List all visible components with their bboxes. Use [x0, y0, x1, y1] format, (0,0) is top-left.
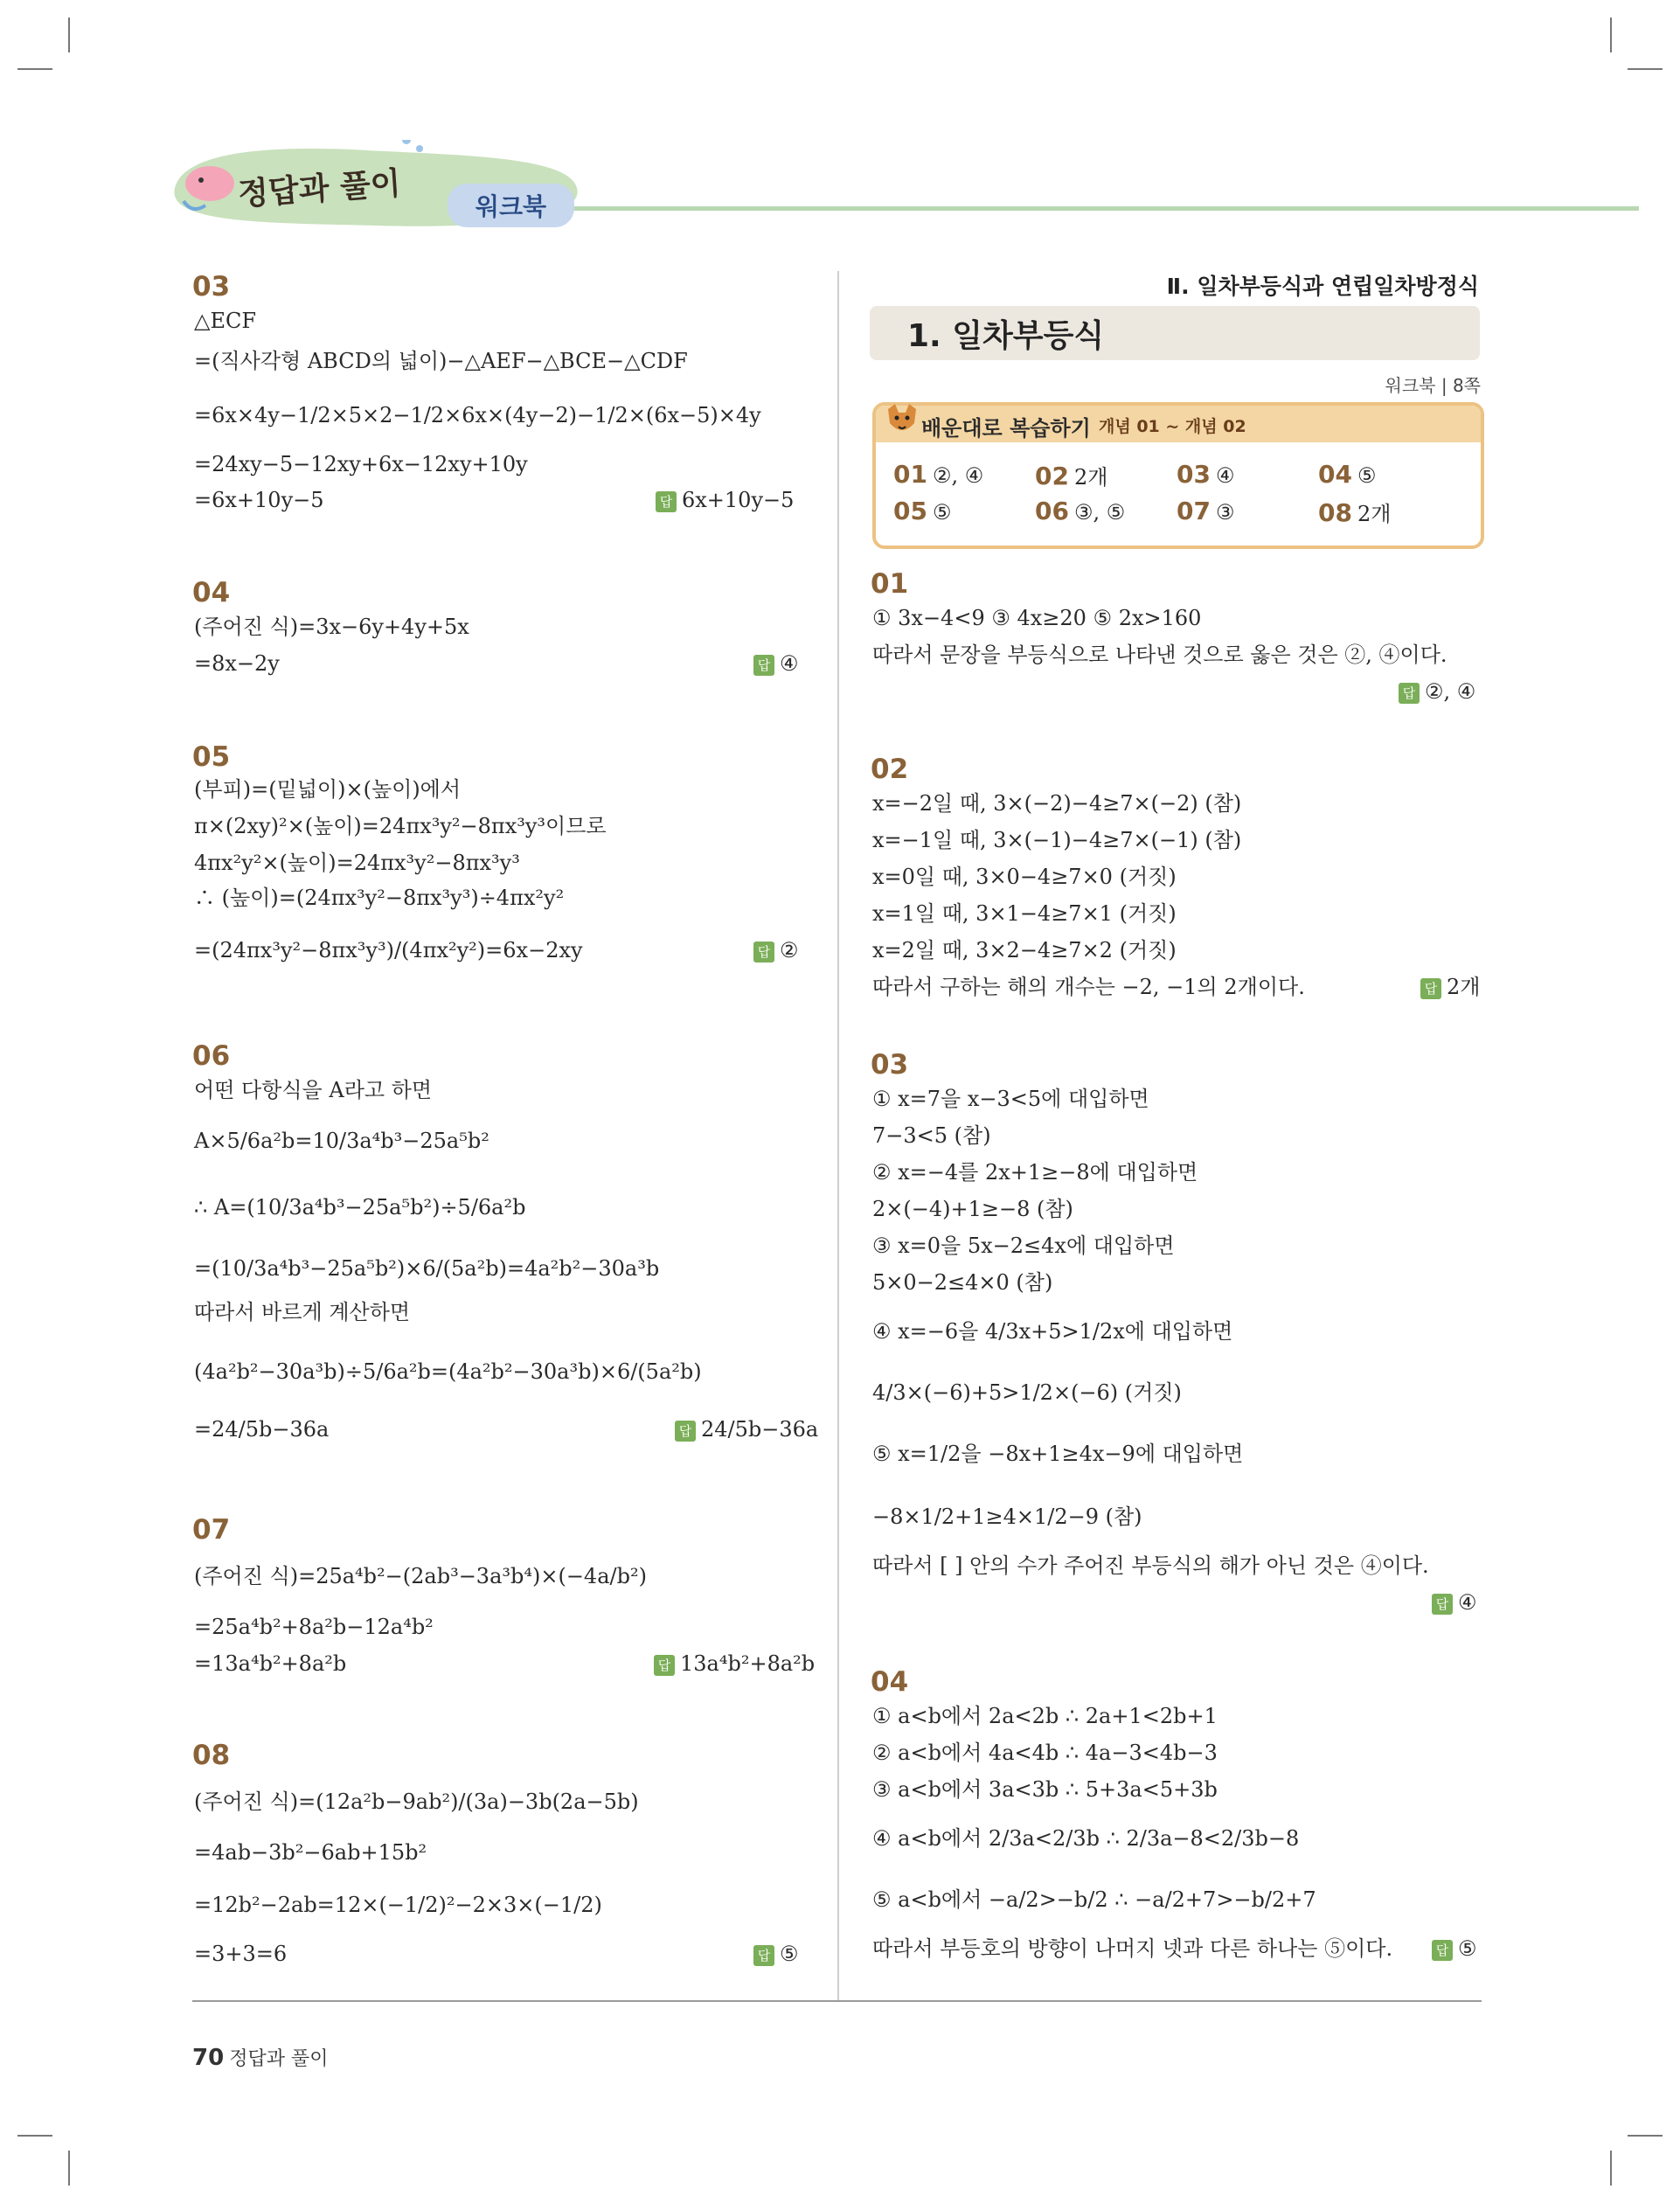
solution-line: =6x+10y−5 — [194, 488, 324, 512]
solution-line: 4/3×(−6)+5>1/2×(−6) (거짓) — [872, 1380, 1182, 1405]
review-item-answer: ⑤ — [932, 500, 952, 525]
solution-line: 따라서 [ ] 안의 수가 주어진 부등식의 해가 아닌 것은 ④이다. — [872, 1553, 1429, 1578]
review-concept: 개념 01 ~ 개념 02 — [1099, 417, 1246, 436]
review-item-number: 03 — [1177, 460, 1211, 489]
solution-line: =13a⁴b²+8a²b — [194, 1651, 347, 1676]
answer-value: ②, ④ — [1425, 679, 1476, 704]
crop-mark — [1628, 68, 1663, 70]
solution-line: ⑤ x=1/2을 −8x+1≥4x−9에 대입하면 — [872, 1442, 1244, 1466]
solution-line: (주어진 식)=3x−6y+4y+5x — [194, 615, 469, 639]
crop-mark — [1610, 17, 1612, 52]
answer-marker-icon: 답 — [675, 1421, 696, 1442]
answer — [753, 1941, 799, 1967]
answer — [656, 487, 794, 513]
review-item-number: 01 — [893, 460, 927, 489]
problem-number: 06 — [192, 1040, 231, 1072]
review-item-number: 08 — [1318, 498, 1352, 527]
review-item-answer: ③ — [1215, 500, 1235, 525]
answer — [675, 1416, 818, 1442]
crop-mark — [68, 17, 70, 52]
problem-number: 02 — [871, 754, 909, 785]
solution-line: ∴ (높이)=(24πx³y²−8πx³y³)÷4πx²y² — [194, 886, 565, 910]
answer — [1432, 1589, 1477, 1616]
answer-value: ④ — [1458, 1590, 1477, 1615]
review-title: 배운대로 복습하기 — [921, 416, 1091, 441]
fox-icon — [883, 400, 921, 439]
answer — [1420, 974, 1480, 1000]
crop-mark — [68, 2151, 70, 2186]
solution-line: =24/5b−36a — [194, 1417, 330, 1442]
page-footer — [192, 2044, 328, 2071]
solution-line: 따라서 부등호의 방향이 나머지 넷과 다른 하나는 ⑤이다. — [872, 1936, 1393, 1961]
solution-line: =6x×4y−1/2×5×2−1/2×6x×(4y−2)−1/2×(6x−5)×4y — [194, 403, 761, 427]
review-item — [1177, 497, 1234, 525]
problem-number: 08 — [192, 1740, 231, 1771]
solution-line: x=−1일 때, 3×(−1)−4≥7×(−1) (참) — [872, 828, 1242, 852]
solution-line: =(직사각형 ABCD의 넓이)−△AEF−△BCE−△CDF — [194, 349, 688, 373]
problem-number: 03 — [871, 1049, 909, 1081]
solution-line: ④ x=−6을 4/3x+5>1/2x에 대입하면 — [872, 1319, 1233, 1344]
solution-line: =24xy−5−12xy+6x−12xy+10y — [194, 452, 528, 476]
solution-line: ③ a<b에서 3a<3b ∴ 5+3a<5+3b — [872, 1777, 1218, 1802]
answer-marker-icon: 답 — [1432, 1940, 1453, 1961]
review-item-answer: ③, ⑤ — [1073, 500, 1126, 525]
solution-line: 어떤 다항식을 A라고 하면 — [194, 1078, 433, 1102]
answer-marker-icon: 답 — [654, 1655, 675, 1676]
problem-number: 05 — [192, 741, 231, 773]
answer-value: 2개 — [1447, 975, 1481, 999]
review-item-answer: ⑤ — [1357, 463, 1377, 488]
answer-value: ⑤ — [1458, 1936, 1477, 1961]
problem-number: 07 — [192, 1514, 231, 1546]
review-item — [1177, 460, 1234, 489]
answer-marker-icon: 답 — [656, 491, 677, 512]
footer-label: 정답과 풀이 — [229, 2048, 329, 2070]
review-item-number: 07 — [1177, 497, 1211, 525]
solution-line: =(24πx³y²−8πx³y³)/(4πx²y²)=6x−2xy — [194, 938, 583, 963]
review-item-answer: 2개 — [1357, 502, 1392, 526]
answer — [654, 1651, 815, 1677]
solution-line: 따라서 바르게 계산하면 — [194, 1300, 411, 1324]
solution-line: x=1일 때, 3×1−4≥7×1 (거짓) — [872, 901, 1177, 926]
problem-number: 04 — [871, 1666, 909, 1698]
review-item — [1035, 460, 1107, 490]
review-item — [893, 497, 951, 525]
bottom-rule — [192, 2000, 1482, 2002]
answer-marker-icon: 답 — [753, 942, 774, 963]
solution-line: (부피)=(밑넓이)×(높이)에서 — [194, 777, 462, 802]
answer-value: 6x+10y−5 — [682, 488, 795, 512]
solution-line: =(10/3a⁴b³−25a⁵b²)×6/(5a²b)=4a²b²−30a³b — [194, 1256, 660, 1281]
solution-line: x=2일 때, 3×2−4≥7×2 (거짓) — [872, 938, 1177, 963]
answer-marker-icon: 답 — [753, 655, 774, 676]
answer-value: ④ — [780, 651, 799, 676]
answer-marker-icon: 답 — [1420, 978, 1441, 999]
review-item — [1035, 497, 1125, 525]
solution-line: ④ a<b에서 2/3a<2/3b ∴ 2/3a−8<2/3b−8 — [872, 1826, 1300, 1851]
problem-number: 03 — [192, 271, 231, 302]
solution-line: 7−3<5 (참) — [872, 1123, 991, 1148]
review-item-number: 05 — [893, 497, 927, 525]
solution-line: ② a<b에서 4a<4b ∴ 4a−3<4b−3 — [872, 1741, 1218, 1765]
review-item — [893, 460, 983, 489]
crop-mark — [1610, 2151, 1612, 2186]
solution-line: ① a<b에서 2a<2b ∴ 2a+1<2b+1 — [872, 1704, 1218, 1728]
solution-line: (주어진 식)=25a⁴b²−(2ab³−3a³b⁴)×(−4a/b²) — [194, 1564, 647, 1588]
solution-line: =8x−2y — [194, 651, 280, 676]
solution-line: ① x=7을 x−3<5에 대입하면 — [872, 1087, 1149, 1111]
solution-line: 따라서 문장을 부등식으로 나타낸 것으로 옳은 것은 ②, ④이다. — [872, 643, 1447, 667]
header-accent-line — [568, 206, 1639, 211]
solution-line: 2×(−4)+1≥−8 (참) — [872, 1197, 1073, 1221]
crop-mark — [17, 68, 52, 70]
solution-line: ① 3x−4<9 ③ 4x≥20 ⑤ 2x>160 — [872, 606, 1202, 630]
crop-mark — [1628, 2135, 1663, 2137]
solution-line: 4πx²y²×(높이)=24πx³y²−8πx³y³ — [194, 851, 520, 875]
solution-line: =12b²−2ab=12×(−1/2)²−2×3×(−1/2) — [194, 1893, 602, 1917]
solution-line: 따라서 구하는 해의 개수는 −2, −1의 2개이다. — [872, 975, 1305, 999]
solution-line: =3+3=6 — [194, 1942, 288, 1966]
review-item-number: 04 — [1318, 460, 1352, 489]
review-item — [1318, 497, 1391, 527]
answer-marker-icon: 답 — [753, 1945, 774, 1966]
review-item-number: 06 — [1035, 497, 1069, 525]
problem-number: 04 — [192, 577, 231, 608]
review-item-number: 02 — [1035, 462, 1069, 490]
answer-marker-icon: 답 — [1432, 1594, 1453, 1615]
problem-number: 01 — [871, 568, 909, 600]
page-number: 70 — [192, 2045, 225, 2071]
review-item-answer: 2개 — [1073, 465, 1108, 490]
solution-line: △ECF — [194, 309, 256, 333]
workbook-reference: 워크북 | 8쪽 — [1385, 375, 1481, 396]
review-box — [872, 402, 1484, 549]
answer-value: ② — [780, 938, 799, 963]
column-divider — [837, 271, 839, 2002]
solution-line: ③ x=0을 5x−2≤4x에 대입하면 — [872, 1234, 1175, 1258]
solution-line: (4a²b²−30a³b)÷5/6a²b=(4a²b²−30a³b)×6/(5a²b) — [194, 1359, 702, 1384]
answer-value: 13a⁴b²+8a²b — [680, 1651, 816, 1676]
solution-line: 5×0−2≤4×0 (참) — [872, 1270, 1053, 1295]
solution-line: −8×1/2+1≥4×1/2−9 (참) — [872, 1505, 1142, 1529]
chapter-title: Ⅱ. 일차부등식과 연립일차방정식 — [1166, 274, 1479, 299]
solution-line: π×(2xy)²×(높이)=24πx³y²−8πx³y³이므로 — [194, 814, 607, 838]
solution-line: ② x=−4를 2x+1≥−8에 대입하면 — [872, 1160, 1198, 1185]
answer — [1432, 1935, 1477, 1962]
review-item-answer: ②, ④ — [932, 463, 984, 488]
answer — [1399, 678, 1475, 705]
solution-line: ∴ A=(10/3a⁴b³−25a⁵b²)÷5/6a²b — [194, 1195, 526, 1220]
answer-marker-icon: 답 — [1399, 683, 1420, 704]
answer — [753, 937, 799, 963]
solution-line: A×5/6a²b=10/3a⁴b³−25a⁵b² — [194, 1129, 489, 1153]
answer-value: 24/5b−36a — [701, 1417, 819, 1442]
answer-value: ⑤ — [780, 1942, 799, 1966]
section-title: 1. 일차부등식 — [907, 318, 1105, 354]
review-item — [1318, 460, 1376, 489]
review-item-answer: ④ — [1215, 463, 1235, 488]
solution-line: x=0일 때, 3×0−4≥7×0 (거짓) — [872, 865, 1177, 889]
solution-line: ⑤ a<b에서 −a/2>−b/2 ∴ −a/2+7>−b/2+7 — [872, 1887, 1316, 1912]
page-header-title: 정답과 풀이 — [237, 165, 402, 213]
solution-line: =25a⁴b²+8a²b−12a⁴b² — [194, 1615, 434, 1639]
workbook-tag: 워크북 — [448, 184, 574, 227]
solution-line: (주어진 식)=(12a²b−9ab²)/(3a)−3b(2a−5b) — [194, 1790, 639, 1814]
crop-mark — [17, 2135, 52, 2137]
solution-line: =4ab−3b²−6ab+15b² — [194, 1840, 427, 1865]
solution-line: x=−2일 때, 3×(−2)−4≥7×(−2) (참) — [872, 791, 1242, 816]
answer — [753, 650, 799, 677]
